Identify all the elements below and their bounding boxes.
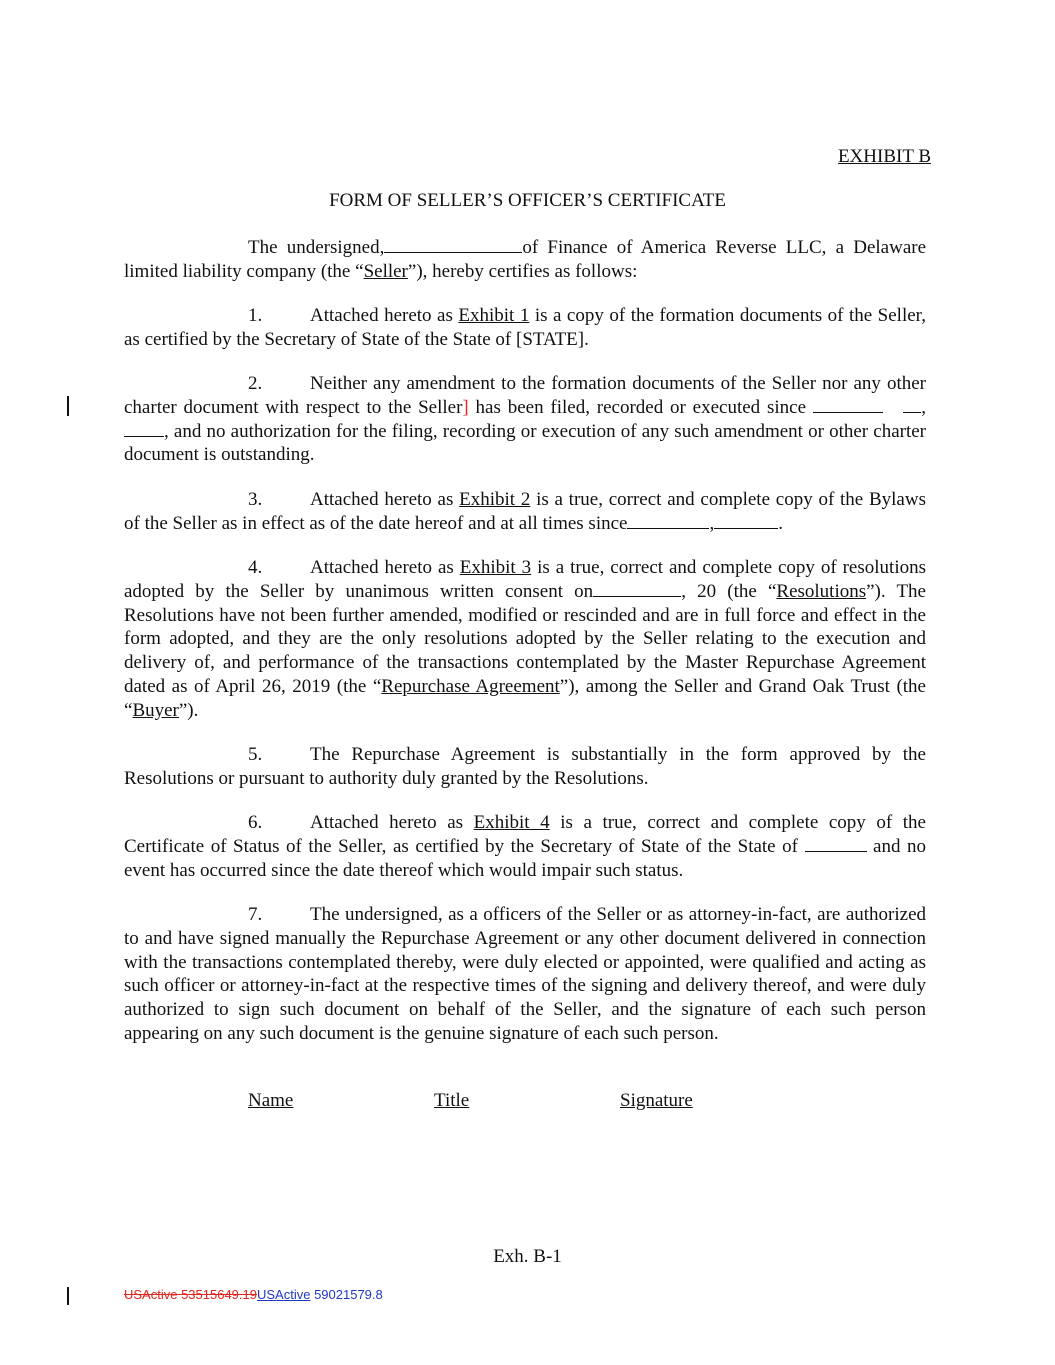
item-7 bbox=[124, 903, 926, 1046]
item-text: is a true, correct and complete copy of the Bylaws of the Seller as in effect as of the date hereof and at all times since bbox=[124, 489, 926, 534]
year-blank[interactable] bbox=[714, 513, 778, 529]
officer-title-blank[interactable] bbox=[384, 237, 522, 253]
item-text: , bbox=[921, 396, 927, 418]
item-4 bbox=[124, 556, 926, 723]
term-seller: Seller bbox=[363, 260, 408, 282]
term-repurchase-agreement: Repurchase Agreement bbox=[381, 675, 560, 697]
certificate-title: FORM OF SELLER’S OFFICER’S CERTIFICATE bbox=[329, 190, 726, 211]
intro-paragraph bbox=[124, 236, 926, 284]
item-number: 3. bbox=[248, 489, 263, 510]
item-text: Attached hereto as bbox=[310, 557, 460, 578]
item-text: , 20 (the “ bbox=[681, 580, 777, 602]
change-bar bbox=[67, 396, 69, 416]
item-text: has been filed, recorded or executed since bbox=[468, 396, 807, 418]
exhibit-reference: Exhibit 1 bbox=[458, 305, 530, 326]
item-text: ”). bbox=[178, 699, 199, 721]
item-text: Neither any amendment to the formation documents of the Seller nor any other charter document with respect to the Seller bbox=[124, 373, 926, 418]
item-text: is a copy of the formation documents of the Seller, as certified by the Secretary of State of the State of [STATE]. bbox=[124, 305, 926, 350]
intro-text-2: of Finance of America Reverse LLC, a Delaware limited liability company (the “ bbox=[124, 237, 927, 282]
item-text: and no event has occurred since the date thereof which would impair such status. bbox=[124, 835, 926, 881]
state-blank[interactable] bbox=[805, 836, 867, 852]
docid-inserted: USActive bbox=[256, 1287, 311, 1302]
item-number: 2. bbox=[248, 373, 263, 394]
docid-deleted: USActive 53515649.19 bbox=[124, 1287, 257, 1302]
date-blank[interactable] bbox=[903, 397, 921, 413]
item-5 bbox=[124, 743, 926, 791]
item-number: 1. bbox=[248, 305, 263, 326]
item-number: 6. bbox=[248, 812, 263, 833]
document-id bbox=[124, 1287, 383, 1302]
item-text: The undersigned, as a officers of the Seller or as attorney-in-fact, are authorized to and have signed manually the Repurchase Agreement or any other document delivered in connection with the transactions contemplated thereby, were duly elected or appointed, were qualified and acting as such officer or attorney-in-fact at the respective times of the signing and delivery thereof, and were duly authorized to sign such document on behalf of the Seller, and the signature of each such person appearing on any such document is the genuine signature of each such person. bbox=[124, 904, 926, 1044]
item-6 bbox=[124, 811, 926, 882]
item-1 bbox=[124, 304, 926, 352]
item-text: ”). The Resolutions have not been further amended, modified or rescinded and are in full force and effect in the form adopted, and they are the only resolutions adopted by the Seller relating to the execution and delivery of, and performance of the transactions contemplated by the Master Repurchase Agreement dated as of April 26, 2019 (the “ bbox=[124, 580, 926, 697]
item-text: Attached hereto as bbox=[310, 489, 460, 510]
year-blank[interactable] bbox=[124, 421, 164, 437]
item-text: ”), among the Seller and Grand Oak Trust (the “ bbox=[124, 675, 926, 721]
item-2 bbox=[124, 372, 926, 467]
item-3 bbox=[124, 488, 926, 536]
deleted-mark: ] bbox=[462, 396, 469, 418]
title-column-header: Title bbox=[434, 1090, 470, 1111]
date-blank[interactable] bbox=[813, 397, 883, 413]
item-text: . bbox=[778, 512, 783, 534]
item-text: is a true, correct and complete copy of resolutions adopted by the Seller by unanimous written consent on bbox=[124, 557, 926, 602]
term-resolutions: Resolutions bbox=[776, 580, 867, 602]
exhibit-reference: Exhibit 3 bbox=[459, 557, 532, 578]
item-text: is a true, correct and complete copy of the Certificate of Status of the Seller, as certified by the Secretary of State of the State of bbox=[124, 812, 926, 857]
docid-inserted-number: 59021579.8 bbox=[310, 1287, 383, 1302]
item-text: Attached hereto as bbox=[310, 305, 459, 326]
item-number: 5. bbox=[248, 744, 263, 765]
intro-text-3: ”), hereby certifies as follows: bbox=[407, 260, 638, 282]
item-number: 7. bbox=[248, 904, 263, 925]
page-number: Exh. B-1 bbox=[493, 1246, 562, 1267]
term-buyer: Buyer bbox=[132, 699, 179, 721]
item-text: , bbox=[709, 512, 715, 534]
signature-column-header: Signature bbox=[620, 1090, 693, 1111]
name-column-header: Name bbox=[248, 1090, 294, 1111]
change-bar bbox=[67, 1287, 69, 1305]
exhibit-label: EXHIBIT B bbox=[837, 146, 931, 167]
date-blank[interactable] bbox=[627, 513, 709, 529]
item-text: , and no authorization for the filing, recording or execution of any such amendment or other charter document is outstanding. bbox=[124, 420, 926, 466]
exhibit-reference: Exhibit 2 bbox=[459, 489, 531, 510]
exhibit-reference: Exhibit 4 bbox=[473, 812, 550, 833]
consent-date-blank[interactable] bbox=[593, 581, 681, 597]
item-number: 4. bbox=[248, 557, 263, 578]
intro-text-1: The undersigned, bbox=[248, 237, 385, 258]
item-text: Attached hereto as bbox=[310, 812, 474, 833]
item-text: The Repurchase Agreement is substantially in the form approved by the Resolutions or pursuant to authority duly granted by the Resolutions. bbox=[124, 744, 926, 789]
